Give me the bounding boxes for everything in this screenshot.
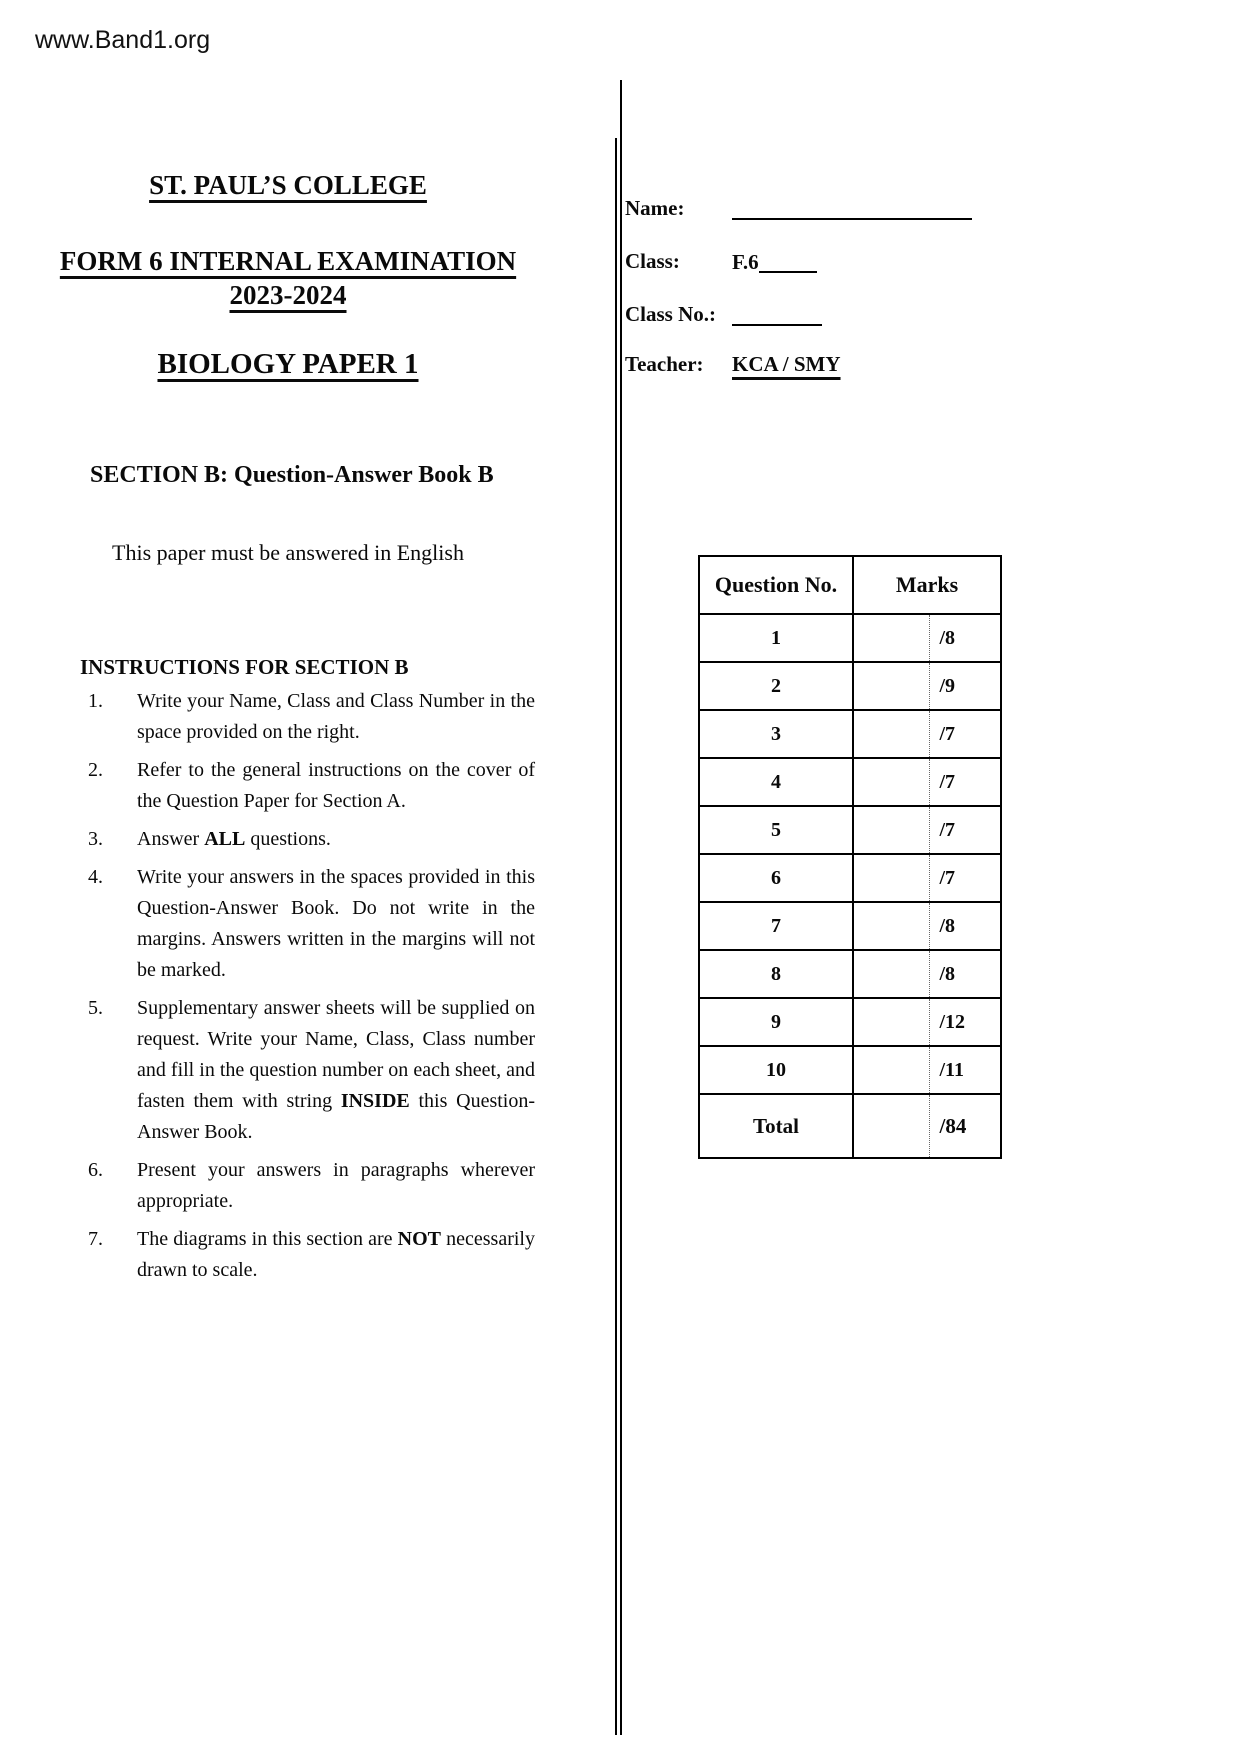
name-blank-line (732, 196, 972, 220)
instruction-number: 7. (88, 1228, 103, 1250)
marks-cell: /9 (929, 662, 1001, 710)
vertical-divider-line (620, 80, 622, 1735)
table-row (699, 806, 1001, 854)
question-cell: Total (699, 1094, 853, 1158)
total-row (699, 1094, 1001, 1158)
instruction-text (137, 1159, 535, 1212)
teacher-value-text: KCA / SMY (732, 352, 841, 376)
text-segment: questions. (245, 828, 331, 850)
class-blank-line (759, 249, 817, 273)
paper-title-text: BIOLOGY PAPER 1 (157, 348, 419, 380)
name-label: Name: (625, 196, 685, 220)
question-cell: 10 (699, 1046, 853, 1094)
bold-term: INSIDE (340, 1090, 410, 1112)
instruction-number: 6. (88, 1159, 103, 1181)
instruction-number: 2. (88, 759, 103, 781)
site-banner: www.Band1.org (35, 26, 211, 54)
score-cell (853, 1046, 929, 1094)
instruction-number: 4. (88, 866, 103, 888)
name-field (625, 196, 684, 221)
table-row (699, 614, 1001, 662)
instructions-list (80, 686, 535, 1293)
instructions-title: INSTRUCTIONS FOR SECTION B (80, 655, 409, 679)
question-no-header: Question No. (699, 556, 853, 614)
marks-header: Marks (853, 556, 1001, 614)
table-row (699, 1046, 1001, 1094)
marks-table (698, 555, 1002, 1159)
text-segment: this Question-Answer Book. (137, 1090, 536, 1143)
question-cell: 4 (699, 758, 853, 806)
question-cell: 2 (699, 662, 853, 710)
marks-cell: /8 (929, 902, 1001, 950)
score-cell (853, 1094, 929, 1158)
instruction-item (80, 993, 535, 1148)
table-row (699, 758, 1001, 806)
class-value (732, 249, 817, 275)
exam-title-line1: FORM 6 INTERNAL EXAMINATION (59, 246, 517, 276)
marks-cell: /7 (929, 854, 1001, 902)
class-value-text: F.6 (732, 250, 759, 274)
score-cell (853, 902, 929, 950)
instruction-item (80, 1224, 535, 1286)
table-row (699, 710, 1001, 758)
class-no-field (625, 302, 716, 327)
instruction-text (137, 997, 535, 1143)
name-value (732, 196, 972, 222)
instruction-item (80, 1155, 535, 1217)
class-label: Class: (625, 249, 680, 273)
text-segment: necessarily drawn to scale. (137, 1228, 535, 1281)
instruction-item (80, 862, 535, 986)
question-cell: 9 (699, 998, 853, 1046)
marks-cell: /7 (929, 758, 1001, 806)
score-cell (853, 806, 929, 854)
question-cell: 1 (699, 614, 853, 662)
instruction-item (80, 824, 535, 855)
text-segment: The diagrams in this section are (137, 1228, 398, 1250)
table-row (699, 998, 1001, 1046)
marks-cell: /8 (929, 950, 1001, 998)
table-row (699, 950, 1001, 998)
teacher-label: Teacher: (625, 352, 704, 376)
question-cell: 3 (699, 710, 853, 758)
marks-cell: /7 (929, 710, 1001, 758)
marks-table-header-row (699, 556, 1001, 614)
score-cell (853, 614, 929, 662)
bold-term: ALL (204, 828, 246, 850)
school-name-text: ST. PAUL’S COLLEGE (149, 170, 427, 200)
teacher-field (625, 352, 841, 377)
score-cell (853, 854, 929, 902)
exam-title-year: 2023-2024 (229, 280, 347, 310)
school-name-title (58, 170, 518, 201)
exam-title (58, 244, 518, 312)
question-cell: 7 (699, 902, 853, 950)
vertical-divider-line-inner (615, 138, 617, 1735)
instruction-text (137, 1228, 535, 1281)
score-cell (853, 758, 929, 806)
score-cell (853, 950, 929, 998)
instruction-number: 5. (88, 997, 103, 1019)
score-cell (853, 662, 929, 710)
class-field (625, 249, 759, 274)
instruction-text (137, 828, 331, 850)
text-segment: Present your answers in paragraphs wherever appropriate. (137, 1159, 535, 1212)
marks-cell: /12 (929, 998, 1001, 1046)
teacher-value (732, 352, 841, 377)
score-cell (853, 710, 929, 758)
section-b-heading: SECTION B: Question-Answer Book B (90, 462, 494, 488)
question-cell: 5 (699, 806, 853, 854)
text-segment: Write your Name, Class and Class Number in the space provided on the right. (137, 690, 535, 743)
marks-cell: /11 (929, 1046, 1001, 1094)
instruction-number: 1. (88, 690, 103, 712)
question-cell: 6 (699, 854, 853, 902)
marks-cell: /84 (929, 1094, 1001, 1158)
instruction-text (137, 866, 535, 981)
text-segment: Write your answers in the spaces provided in this Question-Answer Book. Do not write in the margins. Answers written in the margins will not be marked. (137, 866, 535, 981)
marks-cell: /8 (929, 614, 1001, 662)
class-no-value (732, 302, 822, 328)
instruction-item (80, 686, 535, 748)
instruction-text (137, 690, 535, 743)
paper-title (58, 348, 518, 381)
marks-table-body (699, 614, 1001, 1158)
text-segment: Supplementary answer sheets will be supplied on request. Write your Name, Class, Class number and fill in the question number on each sheet, and fasten them with string (137, 997, 535, 1112)
table-row (699, 902, 1001, 950)
instruction-text (137, 759, 535, 812)
marks-cell: /7 (929, 806, 1001, 854)
instruction-item (80, 755, 535, 817)
text-segment: Answer (137, 828, 205, 850)
text-segment: Refer to the general instructions on the cover of the Question Paper for Section A. (137, 759, 535, 812)
class-no-label: Class No.: (625, 302, 717, 326)
language-note: This paper must be answered in English (112, 540, 464, 565)
instruction-number: 3. (88, 828, 103, 850)
bold-term: NOT (397, 1228, 442, 1250)
score-cell (853, 998, 929, 1046)
class-no-blank-line (732, 302, 822, 326)
table-row (699, 854, 1001, 902)
table-row (699, 662, 1001, 710)
question-cell: 8 (699, 950, 853, 998)
